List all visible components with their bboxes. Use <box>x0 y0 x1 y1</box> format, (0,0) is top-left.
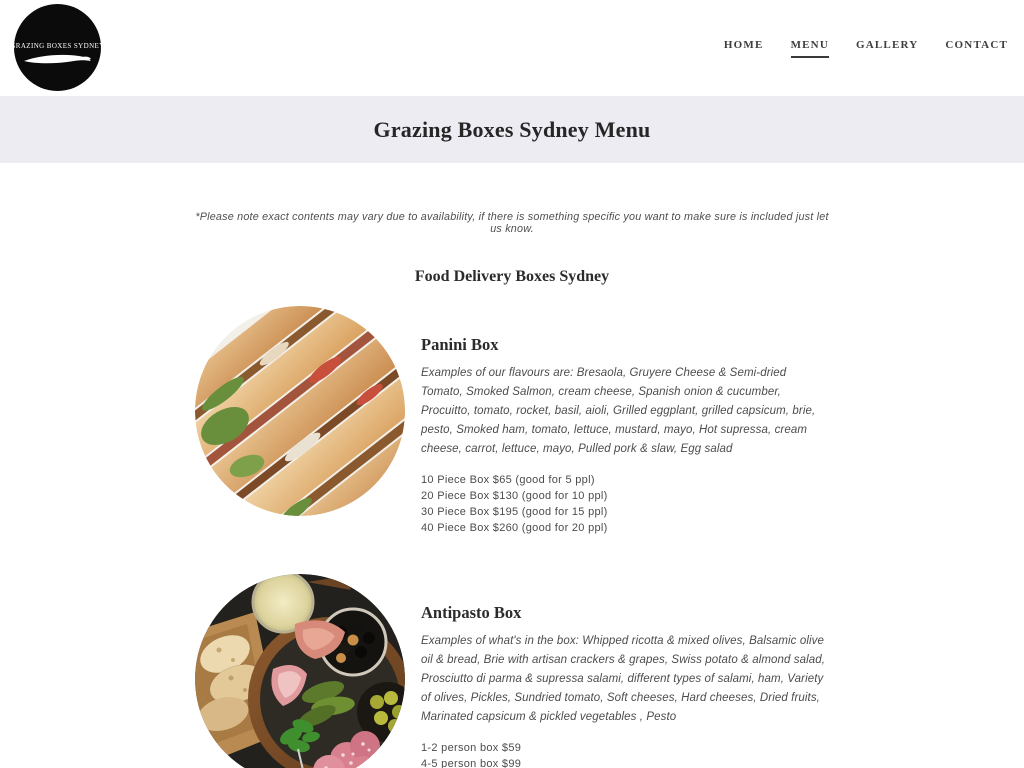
item-name: Panini Box <box>421 335 499 354</box>
item-price-list <box>421 472 829 536</box>
price-line: 1-2 person box $59 <box>421 742 522 754</box>
site-header <box>0 0 1024 96</box>
logo-wordmark: GRAZING BOXES SYDNEY <box>10 41 105 50</box>
nav-item-gallery[interactable]: GALLERY <box>855 38 919 51</box>
price-line: 20 Piece Box $130 (good for 10 ppl) <box>421 490 608 502</box>
item-name: Antipasto Box <box>421 603 522 622</box>
menu-item-panini-box <box>195 306 829 536</box>
price-line: 4-5 person box $99 <box>421 758 522 768</box>
main-nav <box>724 0 1008 96</box>
nav-item-home[interactable]: HOME <box>723 38 764 51</box>
nav-item-contact[interactable]: CONTACT <box>945 38 1008 51</box>
menu-content <box>195 211 829 768</box>
item-description: Examples of what's in the box: Whipped ricotta & mixed olives, Balsamic olive oil & bread, Brie with artisan crackers & grapes, Swiss potato & almond salad, Prosciutto di parma & supressa salami, different types of salami, ham, Variety of olives, Pickles, Sundried tomato, Soft cheeses, Hard cheeses, Dried fruits, Marinated capsicum & pickled vegetables , Pesto <box>421 635 826 723</box>
site-logo[interactable] <box>10 4 105 91</box>
page-title: Grazing Boxes Sydney Menu <box>373 116 651 142</box>
antipasto-box-photo <box>195 574 405 768</box>
page-banner <box>0 96 1024 163</box>
price-line: 10 Piece Box $65 (good for 5 ppl) <box>421 474 595 486</box>
panini-box-photo <box>195 306 405 516</box>
grazing-board-icon <box>22 52 94 68</box>
price-line: 40 Piece Box $260 (good for 20 ppl) <box>421 522 608 534</box>
menu-item-antipasto-box <box>195 574 829 768</box>
nav-item-menu[interactable]: MENU <box>791 39 829 58</box>
item-price-list <box>421 740 829 768</box>
availability-disclaimer: *Please note exact contents may vary due to availability, if there is something specific you want to make sure is included just let us know. <box>195 211 829 235</box>
section-heading: Food Delivery Boxes Sydney <box>414 268 610 285</box>
antipasto-box-details <box>421 574 829 768</box>
price-line: 30 Piece Box $195 (good for 15 ppl) <box>421 506 608 518</box>
item-description: Examples of our flavours are: Bresaola, Gruyere Cheese & Semi-dried Tomato, Smoked Salmon, cream cheese, Spanish onion & cucumber, Procuitto, tomato, rocket, basil, aioli, Grilled eggplant, grilled capsicum, brie, pesto, Smoked ham, tomato, lettuce, mustard, mayo, Hot supressa, cream cheese, carrot, lettuce, mayo, Pulled pork & slaw, Egg salad <box>421 367 816 455</box>
panini-box-details <box>421 306 829 536</box>
